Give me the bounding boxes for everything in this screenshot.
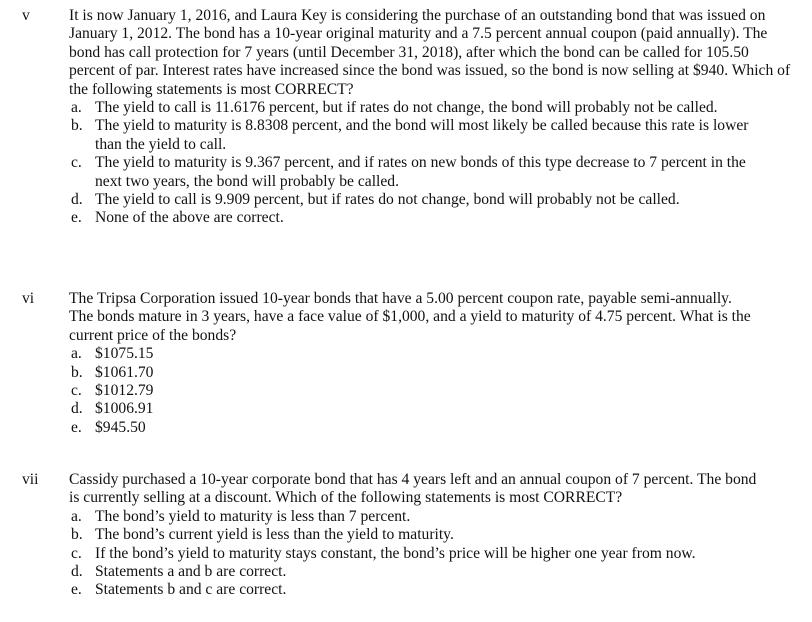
answer-option-a	[69, 345, 796, 363]
answer-option-b	[69, 364, 796, 382]
option-letter: b.	[71, 117, 83, 135]
answer-option-a	[69, 508, 796, 526]
option-letter: a.	[71, 99, 82, 117]
answer-option-b	[69, 117, 796, 154]
option-text: The yield to maturity is 9.367 percent, and if rates on new bonds of this type decrease to 7 percent in the next two years, the bond will probably be called.	[95, 154, 746, 190]
answer-option-a	[69, 99, 796, 117]
question-stem: The Tripsa Corporation issued 10-year bonds that have a 5.00 percent coupon rate, payable semi-annually. The bonds mature in 3 years, have a face value of $1,000, and a yield to maturity of 4.75 percent. What is the current price of the bonds?	[69, 290, 751, 344]
answer-option-d	[69, 563, 796, 581]
option-text: Statements b and c are correct.	[95, 581, 287, 599]
question-stem: It is now January 1, 2016, and Laura Key is considering the purchase of an outstanding bond that was issued on January 1, 2012. The bond has a 10-year original maturity and a 7.5 percent annual coupon (paid annually). The bond has call protection for 7 years (until December 31, 2018), after which the bond can be called for 105.50 percent of par. Interest rates have increased since the bond was issued, so the bond is now selling at $940. Which of the following statements is most CORRECT?	[69, 7, 791, 98]
answer-options	[69, 99, 796, 228]
option-letter: e.	[71, 418, 82, 436]
option-letter: c.	[71, 154, 82, 172]
option-letter: c.	[71, 544, 82, 562]
question-body	[69, 7, 796, 228]
option-letter: b.	[71, 363, 83, 381]
answer-option-e	[69, 209, 796, 227]
question-number: vii	[22, 471, 39, 488]
question-stem: Cassidy purchased a 10-year corporate bond that has 4 years left and an annual coupon of 7 percent. The bond is currently selling at a discount. Which of the following statements is most CORRECT?	[69, 471, 757, 507]
option-letter: e.	[71, 209, 82, 227]
answer-option-c	[69, 545, 796, 563]
answer-options	[69, 345, 796, 437]
option-text: $1012.79	[95, 382, 154, 400]
option-text: $945.50	[95, 418, 146, 436]
option-text: If the bond’s yield to maturity stays constant, the bond’s price will be higher one year from now.	[95, 544, 696, 562]
option-text: The bond’s yield to maturity is less than 7 percent.	[95, 507, 411, 525]
question-body	[69, 471, 796, 600]
option-letter: d.	[71, 191, 83, 209]
option-letter: a.	[71, 507, 82, 525]
answer-option-c	[69, 382, 796, 400]
option-letter: a.	[71, 345, 82, 363]
option-letter: e.	[71, 581, 82, 599]
option-letter: d.	[71, 400, 83, 418]
option-text: Statements a and b are correct.	[95, 563, 287, 581]
option-text: $1061.70	[95, 363, 154, 381]
answer-option-e	[69, 419, 796, 437]
question-number: vi	[22, 290, 35, 307]
answer-option-d	[69, 191, 796, 209]
option-text: $1006.91	[95, 400, 154, 418]
question-body	[69, 290, 796, 437]
option-text: The yield to call is 9.909 percent, but if rates do not change, bond will probably not be called.	[95, 191, 680, 209]
question-number: v	[22, 7, 30, 24]
option-letter: d.	[71, 563, 83, 581]
option-letter: b.	[71, 526, 83, 544]
option-text: The yield to maturity is 8.8308 percent, and the bond will most likely be called because this rate is lower than the yield to call.	[95, 117, 749, 153]
option-text: None of the above are correct.	[95, 209, 284, 227]
option-text: $1075.15	[95, 345, 154, 363]
answer-option-c	[69, 154, 796, 191]
option-text: The yield to call is 11.6176 percent, but if rates do not change, the bond will probably not be called.	[95, 99, 718, 117]
answer-option-d	[69, 400, 796, 418]
answer-option-b	[69, 526, 796, 544]
answer-option-e	[69, 581, 796, 599]
option-text: The bond’s current yield is less than the yield to maturity.	[95, 526, 454, 544]
answer-options	[69, 508, 796, 600]
option-letter: c.	[71, 382, 82, 400]
